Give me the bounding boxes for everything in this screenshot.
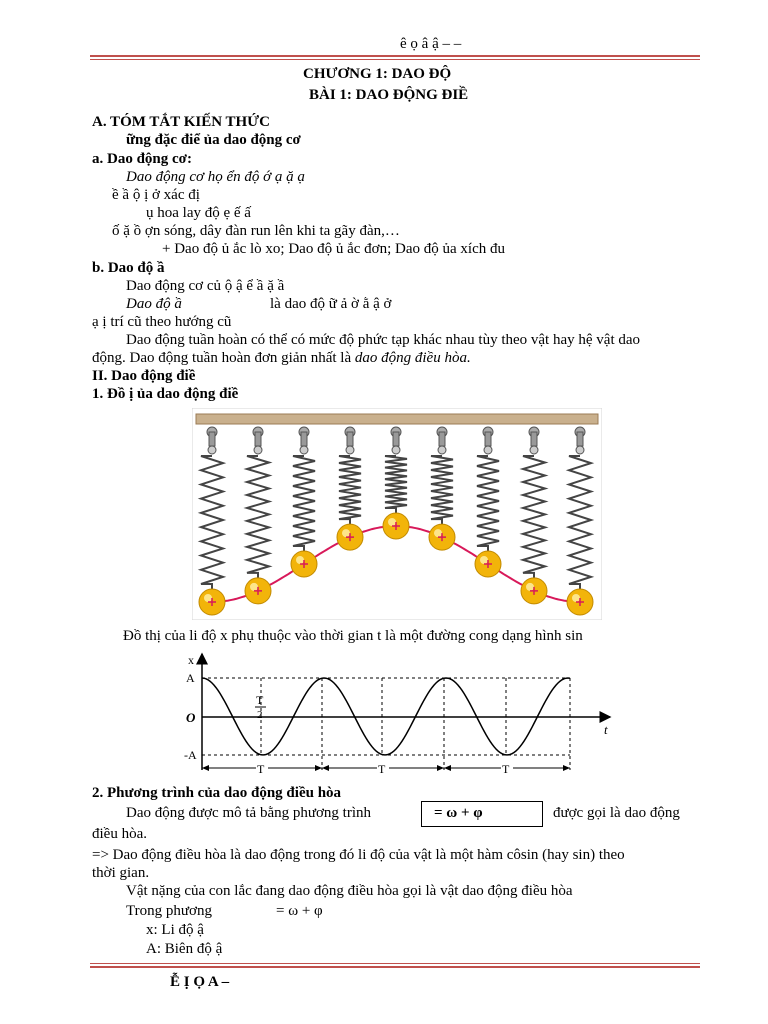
- equation-box: [421, 801, 543, 827]
- mass-ball: [245, 578, 271, 604]
- section-ii-sub1: 1. Đồ ị ủa dao động điề: [92, 386, 239, 402]
- text-line: thời gian.: [92, 865, 150, 881]
- text-line: => Dao động điều hòa là dao động trong đó li độ của vật là một hàm côsin (hay sin) theo: [92, 847, 625, 863]
- page-footer: Ễ Ị Ọ A –: [170, 974, 230, 990]
- text-line: Dao độ ầ: [126, 296, 182, 312]
- mass-ball: [429, 524, 455, 550]
- text-line: Vật nặng của con lắc đang dao động điều hòa gọi là vật dao động điều hòa: [126, 883, 573, 899]
- period-label: T: [257, 762, 265, 776]
- text-line: [92, 350, 471, 367]
- spring-hook: [299, 427, 309, 454]
- x-axis-label: x: [188, 653, 194, 667]
- text-line: Dao động cơ củ ộ ậ ể ầ ặ ầ: [126, 278, 285, 294]
- origin-label: O: [186, 710, 196, 725]
- spring-hook: [253, 427, 263, 454]
- mass-ball: [475, 551, 501, 577]
- spring-hook: [529, 427, 539, 454]
- footer-rule: [90, 963, 700, 968]
- spring-hook: [483, 427, 493, 454]
- spring-hook: [391, 427, 401, 454]
- text-span-italic: dao động điều hòa.: [354, 350, 471, 366]
- mass-ball: [567, 589, 593, 615]
- subsection-b-heading: b. Dao độ ầ: [92, 260, 165, 276]
- spring-hook: [207, 427, 217, 454]
- text-line: A: Biên độ ậ: [146, 941, 223, 957]
- subsection-a-heading: a. Dao động cơ:: [92, 151, 192, 167]
- period-label: T: [378, 762, 386, 776]
- text-line: Dao động cơ họ ển độ ớ ạ ặ ạ: [126, 169, 305, 185]
- t-axis-label: t: [604, 722, 608, 737]
- text-line: ạ ị trí cũ theo hướng cũ: [92, 314, 232, 330]
- spring-hook: [437, 427, 447, 454]
- mass-ball: [291, 551, 317, 577]
- displacement-time-graph: [180, 650, 620, 780]
- header-rule: [90, 55, 700, 60]
- text-line: Trong phương: [126, 903, 212, 919]
- lesson-title: BÀI 1: DAO ĐỘNG ĐIỀ: [309, 87, 469, 103]
- section-a-heading: A. TÓM TẮT KIẾN THỨC: [92, 114, 270, 130]
- text-line: Dao động được mô tả bằng phương trình: [126, 805, 372, 821]
- mass-ball: [337, 524, 363, 550]
- mass-ball: [199, 589, 225, 615]
- half-period-numerator: T: [256, 693, 264, 707]
- mass-ball: [521, 578, 547, 604]
- section-2-heading: 2. Phương trình của dao động điều hòa: [92, 785, 342, 801]
- text-line: Dao động tuần hoàn có thể có mức độ phức tạp khác nhau tùy theo vật hay hệ vật dao: [126, 332, 641, 348]
- figure-caption: Đồ thị của li độ x phụ thuộc vào thời gian t là một đường cong dạng hình sin: [123, 628, 583, 644]
- spring-hook: [575, 427, 585, 454]
- support-bar: [196, 414, 598, 424]
- spring-oscillation-figure: [192, 408, 602, 620]
- text-line: ố ặ ồ ợn sóng, dây đàn run lên khi ta gãy đàn,…: [112, 223, 400, 239]
- section-a-subheading: ững đặc điể ủa dao động cơ: [126, 132, 301, 148]
- text-span: động. Dao động tuần hoàn đơn giản nhất là: [92, 350, 355, 366]
- text-line: + Dao độ ủ ắc lò xo; Dao độ ủ ắc đơn; Dao độ ủa xích đu: [162, 241, 505, 257]
- page-header: ê ọ â ậ – –: [400, 36, 462, 52]
- text-line: được gọi là dao động: [553, 805, 680, 821]
- text-line: x: Li độ ậ: [146, 922, 204, 938]
- period-label: T: [502, 762, 510, 776]
- text-line: ụ hoa lay độ ẹ ế ấ: [146, 205, 251, 221]
- half-period-denominator: 2: [257, 709, 263, 721]
- section-ii-heading: II. Dao động điề: [92, 368, 196, 384]
- amplitude-label: A: [186, 671, 195, 685]
- equation: = ω + φ: [434, 805, 483, 821]
- neg-amplitude-label: -A: [184, 748, 197, 762]
- chapter-title: CHƯƠNG 1: DAO ĐỘ: [303, 66, 452, 82]
- text-line: ề ầ ộ ị ở xác đị: [112, 187, 200, 203]
- text-line: = ω + φ: [276, 903, 323, 919]
- spring-hook: [345, 427, 355, 454]
- text-line: điều hòa.: [92, 826, 147, 842]
- text-line: là dao độ ữ ả ờ ằ ậ ở: [270, 296, 392, 312]
- mass-ball: [383, 513, 409, 539]
